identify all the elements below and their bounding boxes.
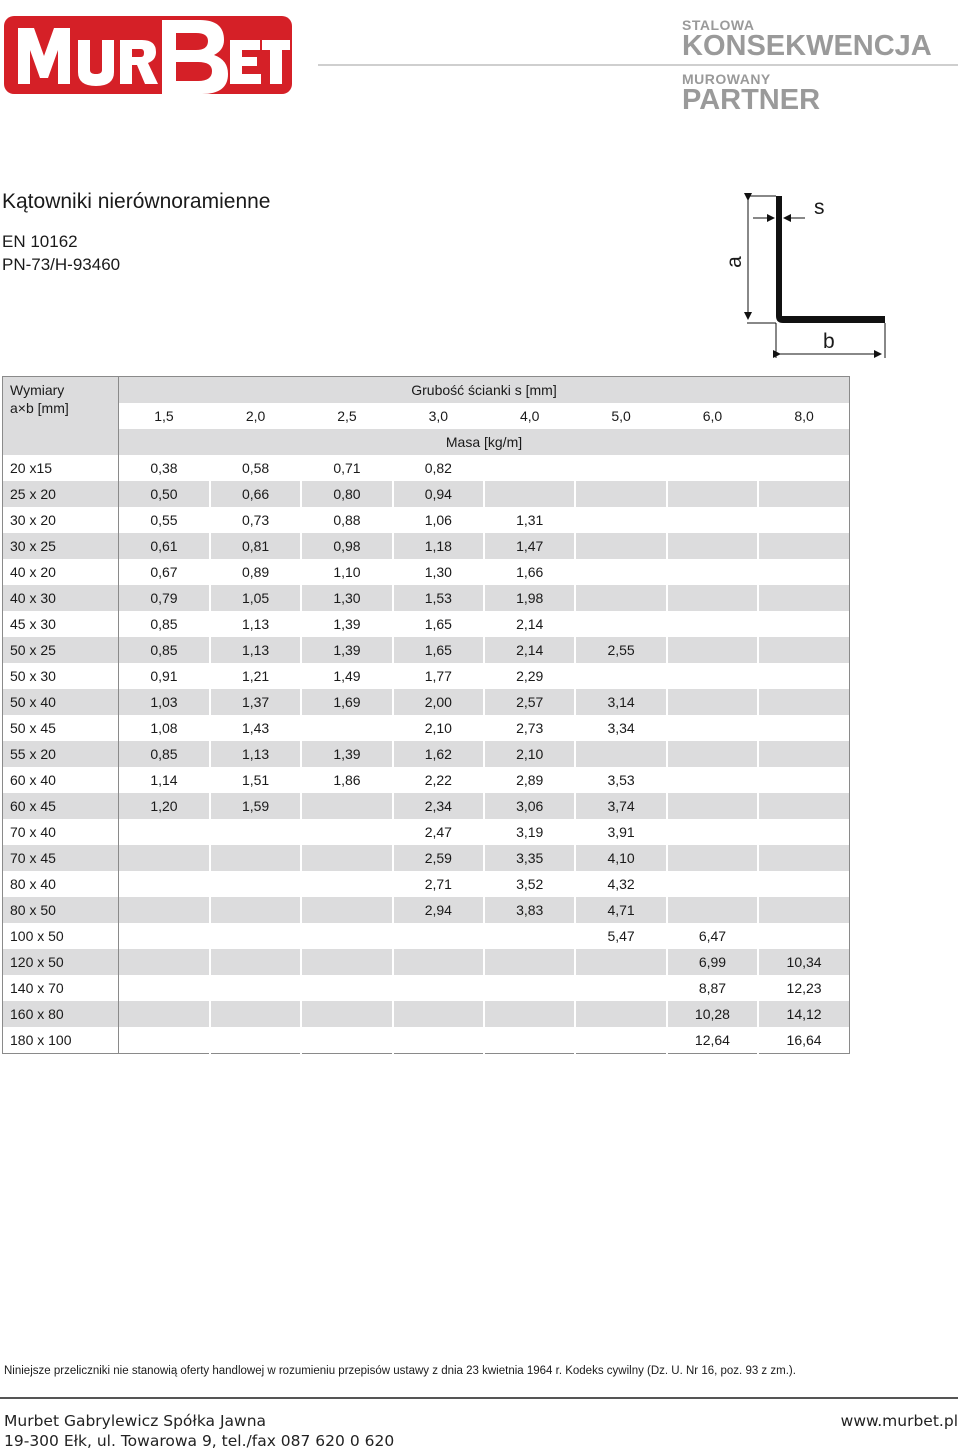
mass-cell: 1,59: [210, 793, 301, 819]
mass-cell: [119, 871, 210, 897]
row-dimension: 70 x 40: [3, 819, 119, 845]
thickness-value: 6,0: [667, 403, 758, 429]
header-row-mass: [3, 429, 850, 455]
slogan-line2-small: MUROWANY: [682, 71, 771, 87]
mass-cell: [119, 949, 210, 975]
row-dimension: 70 x 45: [3, 845, 119, 871]
table-row: [3, 949, 850, 975]
mass-cell: [667, 897, 758, 923]
standard-en: EN 10162: [2, 232, 78, 251]
mass-cell: [301, 715, 392, 741]
mass-cell: 0,61: [119, 533, 210, 559]
mass-cell: 0,50: [119, 481, 210, 507]
mass-cell: [484, 949, 575, 975]
mass-cell: 0,89: [210, 559, 301, 585]
table-row: [3, 741, 850, 767]
mass-cell: 0,58: [210, 455, 301, 481]
mass-cell: 1,62: [393, 741, 484, 767]
mass-cell: 1,86: [301, 767, 392, 793]
mass-cell: [667, 455, 758, 481]
mass-cell: [484, 481, 575, 507]
row-dimension: 120 x 50: [3, 949, 119, 975]
mass-cell: 1,98: [484, 585, 575, 611]
table-row: [3, 975, 850, 1001]
mass-cell: [758, 585, 849, 611]
standard-pn: PN-73/H-93460: [2, 255, 121, 274]
mass-cell: [119, 897, 210, 923]
mass-cell: [301, 871, 392, 897]
mass-cell: [575, 975, 666, 1001]
mass-cell: 1,06: [393, 507, 484, 533]
mass-cell: [393, 975, 484, 1001]
mass-cell: [393, 1001, 484, 1027]
table-row: [3, 923, 850, 949]
company-info: [4, 1411, 394, 1451]
header-row-values: [3, 403, 850, 429]
mass-cell: 1,30: [301, 585, 392, 611]
mass-cell: 0,80: [301, 481, 392, 507]
company-address: 19-300 Ełk, ul. Towarowa 9, tel./fax 087 620 0 620: [4, 1432, 395, 1450]
mass-cell: [758, 481, 849, 507]
mass-cell: 0,85: [119, 637, 210, 663]
mass-cell: 0,85: [119, 741, 210, 767]
mass-cell: [758, 611, 849, 637]
mass-cell: 1,10: [301, 559, 392, 585]
company-name: Murbet Gabrylewicz Spółka Jawna: [4, 1412, 267, 1430]
mass-cell: 3,06: [484, 793, 575, 819]
mass-cell: [301, 1027, 392, 1054]
row-dimension: 140 x 70: [3, 975, 119, 1001]
mass-cell: 1,08: [119, 715, 210, 741]
mass-cell: 1,69: [301, 689, 392, 715]
mass-cell: [575, 1001, 666, 1027]
mass-cell: [484, 455, 575, 481]
mass-cell: [301, 975, 392, 1001]
table-row: [3, 793, 850, 819]
mass-cell: 1,03: [119, 689, 210, 715]
mass-cell: 10,34: [758, 949, 849, 975]
mass-cell: 1,39: [301, 611, 392, 637]
mass-cell: [119, 923, 210, 949]
mass-cell: [575, 455, 666, 481]
mass-cell: 0,81: [210, 533, 301, 559]
footer-divider: [0, 1397, 958, 1399]
mass-cell: 0,66: [210, 481, 301, 507]
mass-cell: [575, 559, 666, 585]
mass-cell: 3,74: [575, 793, 666, 819]
row-dimension: 40 x 20: [3, 559, 119, 585]
table-row: [3, 1001, 850, 1027]
mass-cell: [210, 975, 301, 1001]
row-dimension: 80 x 40: [3, 871, 119, 897]
table-row: [3, 897, 850, 923]
mass-cell: [758, 559, 849, 585]
mass-cell: [210, 1027, 301, 1054]
mass-cell: 1,13: [210, 637, 301, 663]
mass-cell: [210, 897, 301, 923]
table-row: [3, 507, 850, 533]
mass-cell: [758, 741, 849, 767]
mass-cell: 2,47: [393, 819, 484, 845]
header-divider: [318, 64, 958, 66]
mass-cell: [667, 481, 758, 507]
mass-cell: 3,34: [575, 715, 666, 741]
row-dimension: 50 x 25: [3, 637, 119, 663]
mass-cell: [575, 663, 666, 689]
mass-cell: [667, 715, 758, 741]
mass-cell: 6,99: [667, 949, 758, 975]
slogan-line1-big: KONSEKWENCJA: [682, 30, 932, 62]
mass-cell: [119, 975, 210, 1001]
mass-cell: 0,79: [119, 585, 210, 611]
label-a: a: [722, 256, 746, 268]
mass-cell: 0,85: [119, 611, 210, 637]
mass-cell: 1,39: [301, 741, 392, 767]
header-dim-line2: a×b [mm]: [10, 400, 69, 416]
mass-cell: [667, 689, 758, 715]
mass-cell: [301, 845, 392, 871]
disclaimer: Niniejsze przeliczniki nie stanowią oferty handlowej w rozumieniu przepisów ustawy z dnia 23 kwietnia 1964 r. Kodeks cywilny (Dz. U. Nr 16, poz. 93 z zm.).: [4, 1365, 796, 1377]
table-row: [3, 715, 850, 741]
table-row: [3, 689, 850, 715]
mass-cell: 4,32: [575, 871, 666, 897]
mass-cell: [119, 819, 210, 845]
mass-cell: [301, 819, 392, 845]
mass-cell: [758, 689, 849, 715]
mass-cell: [119, 1027, 210, 1054]
table-row: [3, 871, 850, 897]
mass-cell: [484, 923, 575, 949]
mass-cell: 2,71: [393, 871, 484, 897]
mass-cell: 0,55: [119, 507, 210, 533]
mass-cell: 3,14: [575, 689, 666, 715]
mass-cell: [301, 923, 392, 949]
header-dimensions: [3, 377, 119, 456]
mass-cell: 1,14: [119, 767, 210, 793]
mass-cell: 0,67: [119, 559, 210, 585]
mass-cell: 2,14: [484, 637, 575, 663]
mass-cell: 3,52: [484, 871, 575, 897]
mass-cell: [758, 793, 849, 819]
mass-cell: [210, 1001, 301, 1027]
mass-cell: 1,13: [210, 741, 301, 767]
mass-cell: [301, 949, 392, 975]
mass-cell: [575, 585, 666, 611]
mass-cell: [393, 1027, 484, 1054]
mass-cell: 2,94: [393, 897, 484, 923]
table-row: [3, 663, 850, 689]
mass-cell: 1,47: [484, 533, 575, 559]
mass-cell: [575, 481, 666, 507]
table-row: [3, 819, 850, 845]
mass-cell: [484, 975, 575, 1001]
mass-cell: [758, 507, 849, 533]
mass-cell: 2,89: [484, 767, 575, 793]
thickness-value: 3,0: [393, 403, 484, 429]
mass-cell: [758, 663, 849, 689]
mass-cell: [210, 949, 301, 975]
mass-cell: [667, 845, 758, 871]
mass-cell: 12,23: [758, 975, 849, 1001]
mass-cell: 2,34: [393, 793, 484, 819]
row-dimension: 50 x 30: [3, 663, 119, 689]
mass-cell: 1,37: [210, 689, 301, 715]
mass-cell: [758, 819, 849, 845]
mass-cell: [484, 1027, 575, 1054]
mass-cell: 1,13: [210, 611, 301, 637]
mass-cell: 12,64: [667, 1027, 758, 1054]
mass-cell: 4,10: [575, 845, 666, 871]
mass-table: [2, 376, 850, 1054]
mass-cell: [758, 767, 849, 793]
slogan: [682, 18, 946, 114]
row-dimension: 50 x 45: [3, 715, 119, 741]
table-row: [3, 533, 850, 559]
website-link[interactable]: www.murbet.pl: [840, 1412, 958, 1430]
mass-cell: [484, 1001, 575, 1027]
mass-cell: [301, 793, 392, 819]
mass-cell: 3,53: [575, 767, 666, 793]
mass-cell: [393, 923, 484, 949]
thickness-value: 2,0: [210, 403, 301, 429]
row-dimension: 180 x 100: [3, 1027, 119, 1054]
mass-cell: [575, 949, 666, 975]
table-row: [3, 845, 850, 871]
thickness-value: 2,5: [301, 403, 392, 429]
mass-cell: [210, 923, 301, 949]
logo-text: [292, 6, 293, 7]
mass-cell: 0,73: [210, 507, 301, 533]
mass-cell: 1,31: [484, 507, 575, 533]
mass-cell: [210, 845, 301, 871]
mass-cell: 3,83: [484, 897, 575, 923]
mass-cell: [301, 897, 392, 923]
angle-profile-diagram: [722, 188, 905, 364]
page-title: Kątowniki nierównoramienne: [2, 190, 271, 213]
mass-cell: 1,51: [210, 767, 301, 793]
mass-cell: 0,82: [393, 455, 484, 481]
row-dimension: 25 x 20: [3, 481, 119, 507]
mass-cell: 0,71: [301, 455, 392, 481]
mass-cell: 2,57: [484, 689, 575, 715]
mass-cell: [667, 819, 758, 845]
mass-cell: [758, 715, 849, 741]
header-row-thickness: [3, 377, 850, 404]
mass-cell: [667, 637, 758, 663]
mass-cell: 3,19: [484, 819, 575, 845]
thickness-value: 4,0: [484, 403, 575, 429]
slogan-line2-big: PARTNER: [682, 84, 821, 116]
mass-cell: [667, 559, 758, 585]
mass-cell: 3,35: [484, 845, 575, 871]
mass-cell: [758, 897, 849, 923]
mass-cell: 2,22: [393, 767, 484, 793]
table-row: [3, 637, 850, 663]
mass-cell: [667, 741, 758, 767]
row-dimension: 40 x 30: [3, 585, 119, 611]
mass-cell: 1,49: [301, 663, 392, 689]
mass-cell: [667, 871, 758, 897]
mass-cell: 1,18: [393, 533, 484, 559]
mass-cell: 0,94: [393, 481, 484, 507]
label-s: s: [814, 196, 825, 219]
mass-cell: [210, 871, 301, 897]
murbet-logo: [4, 6, 292, 104]
mass-cell: 2,29: [484, 663, 575, 689]
mass-cell: 1,66: [484, 559, 575, 585]
thickness-value: 1,5: [119, 403, 210, 429]
row-dimension: 30 x 20: [3, 507, 119, 533]
row-dimension: 60 x 45: [3, 793, 119, 819]
mass-cell: 1,65: [393, 611, 484, 637]
mass-cell: [575, 533, 666, 559]
table-row: [3, 585, 850, 611]
mass-cell: 1,30: [393, 559, 484, 585]
mass-cell: [119, 845, 210, 871]
row-dimension: 80 x 50: [3, 897, 119, 923]
mass-cell: 1,53: [393, 585, 484, 611]
mass-cell: 10,28: [667, 1001, 758, 1027]
mass-cell: [758, 455, 849, 481]
mass-cell: [393, 949, 484, 975]
mass-cell: [575, 507, 666, 533]
mass-cell: 0,91: [119, 663, 210, 689]
mass-cell: [119, 1001, 210, 1027]
row-dimension: 60 x 40: [3, 767, 119, 793]
header-mass: Masa [kg/m]: [119, 429, 850, 455]
table-row: [3, 481, 850, 507]
mass-cell: 1,05: [210, 585, 301, 611]
mass-cell: 2,55: [575, 637, 666, 663]
mass-cell: [667, 663, 758, 689]
row-dimension: 100 x 50: [3, 923, 119, 949]
mass-cell: [758, 845, 849, 871]
slogan-line1-small: STALOWA: [682, 17, 755, 33]
thickness-value: 8,0: [758, 403, 849, 429]
mass-cell: [667, 507, 758, 533]
mass-cell: 0,38: [119, 455, 210, 481]
row-dimension: 45 x 30: [3, 611, 119, 637]
row-dimension: 20 x15: [3, 455, 119, 481]
mass-cell: [575, 741, 666, 767]
mass-cell: [575, 611, 666, 637]
mass-cell: 2,59: [393, 845, 484, 871]
mass-cell: 1,21: [210, 663, 301, 689]
mass-cell: 3,91: [575, 819, 666, 845]
mass-cell: [210, 819, 301, 845]
thickness-value: 5,0: [575, 403, 666, 429]
table-row: [3, 1027, 850, 1054]
mass-cell: 8,87: [667, 975, 758, 1001]
mass-cell: 2,14: [484, 611, 575, 637]
row-dimension: 30 x 25: [3, 533, 119, 559]
mass-cell: 1,77: [393, 663, 484, 689]
table-row: [3, 767, 850, 793]
mass-cell: 6,47: [667, 923, 758, 949]
mass-cell: [758, 871, 849, 897]
mass-cell: [758, 533, 849, 559]
table-row: [3, 559, 850, 585]
mass-cell: 14,12: [758, 1001, 849, 1027]
mass-cell: 1,20: [119, 793, 210, 819]
mass-cell: 5,47: [575, 923, 666, 949]
mass-cell: [667, 793, 758, 819]
label-b: b: [823, 330, 835, 353]
mass-cell: 0,88: [301, 507, 392, 533]
mass-cell: [758, 923, 849, 949]
row-dimension: 55 x 20: [3, 741, 119, 767]
mass-cell: [301, 1001, 392, 1027]
mass-cell: 0,98: [301, 533, 392, 559]
mass-cell: 1,39: [301, 637, 392, 663]
mass-cell: 2,00: [393, 689, 484, 715]
mass-cell: [667, 767, 758, 793]
mass-cell: 2,73: [484, 715, 575, 741]
mass-cell: [667, 611, 758, 637]
header-dim-line1: Wymiary: [10, 382, 65, 398]
mass-cell: [667, 585, 758, 611]
row-dimension: 160 x 80: [3, 1001, 119, 1027]
mass-cell: [575, 1027, 666, 1054]
mass-cell: [667, 533, 758, 559]
mass-cell: 2,10: [393, 715, 484, 741]
table-row: [3, 455, 850, 481]
table-row: [3, 611, 850, 637]
mass-cell: 2,10: [484, 741, 575, 767]
header-thickness: Grubość ścianki s [mm]: [119, 377, 850, 404]
mass-cell: [758, 637, 849, 663]
mass-cell: 1,43: [210, 715, 301, 741]
mass-cell: 1,65: [393, 637, 484, 663]
mass-cell: 4,71: [575, 897, 666, 923]
row-dimension: 50 x 40: [3, 689, 119, 715]
mass-cell: 16,64: [758, 1027, 849, 1054]
